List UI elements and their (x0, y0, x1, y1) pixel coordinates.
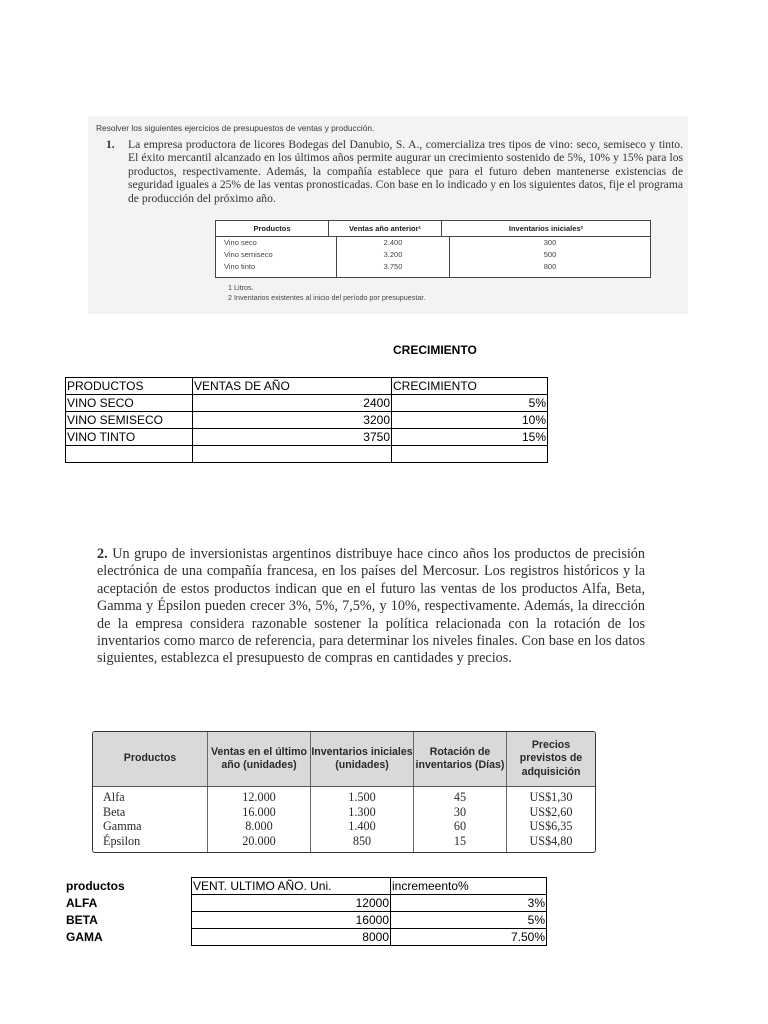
exercise2-text: Un grupo de inversionistas argentinos distribuye hace cinco años los productos de precisión electrónica de una compañía francesa, en los países del Mercosur. Los registros históricos y la aceptación de estos productos indican que en el futuro las ventas de los productos Alfa, Beta, Gamma y Épsilon pueden crecer 3%, 5%, 7,5%, y 10%, respectivamente. Además, la dirección de la empresa considera razonable sostener la política relacionada con la rotación de los inventarios como marco de referencia, para determinar los niveles finales. Con base en los datos siguientes, establezca el presupuesto de compras en cantidades y precios. (97, 546, 645, 667)
header-cell: Ventas año anterior¹ (329, 221, 442, 236)
table-cell: 60 (453, 819, 467, 833)
table-cell[interactable]: 3% (391, 895, 547, 912)
table-cell: 16.000 (242, 804, 276, 819)
header-cell[interactable]: VENTAS DE AÑO (193, 378, 392, 395)
header-cell: Rotación de inventarios (Días) (414, 732, 507, 786)
inventory-column (311, 787, 414, 853)
footnote: 2 Inventarios existentes al inicio del período por presupuestar. (228, 293, 426, 302)
table-cell[interactable]: 2400 (193, 395, 392, 412)
table-cell (216, 273, 337, 277)
table-row (66, 412, 548, 429)
table-cell[interactable] (66, 446, 193, 463)
table-cell: 1.500 (348, 790, 376, 804)
table-row (65, 929, 547, 946)
rotation-column (414, 787, 507, 853)
header-cell[interactable]: productos (66, 879, 125, 893)
header-cell[interactable]: incremeento% (391, 878, 547, 895)
table-cell: 15 (453, 833, 467, 848)
growth-sheet-table (65, 377, 548, 463)
table-cell: 1.300 (348, 804, 376, 819)
wine-data-table (215, 220, 651, 278)
header-cell[interactable]: VENT. ULTIMO AÑO. Uni. (192, 878, 391, 895)
growth-title: CRECIMIENTO (393, 343, 477, 357)
exercise2-number: 2. (97, 546, 108, 562)
table-cell[interactable]: 15% (392, 429, 548, 446)
header-cell[interactable]: CRECIMIENTO (392, 378, 548, 395)
table-cell[interactable]: 8000 (192, 929, 391, 946)
table-cell[interactable]: VINO TINTO (66, 429, 193, 446)
table-row (65, 895, 547, 912)
table-row (66, 429, 548, 446)
table-cell[interactable]: GAMA (66, 930, 103, 944)
table-header (93, 732, 595, 787)
header-cell: Precios previstos de adquisición (519, 738, 583, 778)
exercise1-text: La empresa productora de licores Bodegas del Danubio, S. A., comercializa tres tipos de vino: seco, semiseco y tinto. El éxito mercantil alcanzado en los últimos años permite augurar un crecimiento sostenido de 5%, 10% y 15% para los productos, respectivamente. Además, la compañía establece que para el futuro deben mantenerse existencias de seguridad iguales a 25% de las ventas pronosticadas. Con base en lo indicado y en los siguientes datos, fije el programa de producción del próximo año. (128, 138, 683, 205)
header-cell: Ventas en el último año (unidades) (208, 732, 311, 786)
products-column (93, 787, 208, 853)
table-cell: 3.200 (337, 249, 450, 261)
table-cell: 12.000 (242, 790, 276, 804)
table-cell: US$2,60 (529, 804, 573, 819)
table-cell: Vino semiseco (216, 249, 337, 261)
prices-column (507, 787, 595, 853)
table-cell: US$6,35 (529, 819, 573, 833)
table-cell (450, 273, 650, 277)
table-header-row (65, 878, 547, 895)
table-cell: Gamma (103, 819, 142, 833)
table-row (66, 446, 548, 463)
exercise1-statement (108, 138, 683, 205)
table-row (65, 912, 547, 929)
header-cell[interactable]: PRODUCTOS (66, 378, 193, 395)
header-cell: Productos (216, 221, 329, 236)
header-cell: Inventarios iniciales² (508, 224, 584, 233)
exercise1-number: 1. (106, 138, 115, 151)
table-cell: Vino tinto (216, 261, 337, 273)
table-cell[interactable]: 7.50% (391, 929, 547, 946)
sales-column (208, 787, 311, 853)
table-cell[interactable]: 10% (392, 412, 548, 429)
table-cell[interactable] (193, 446, 392, 463)
table-cell[interactable]: BETA (66, 913, 98, 927)
table-cell[interactable]: 5% (391, 912, 547, 929)
table-cell: Alfa (103, 790, 125, 804)
table-cell: Épsilon (103, 833, 141, 848)
table-cell: 800 (543, 262, 557, 271)
table-cell[interactable]: 3750 (193, 429, 392, 446)
table-cell[interactable]: 16000 (192, 912, 391, 929)
products-data-table (92, 731, 596, 853)
table-cell[interactable]: VINO SEMISECO (66, 412, 193, 429)
table-body (93, 787, 595, 853)
table-row (66, 395, 548, 412)
header-cell: Inventarios iniciales (unidades) (311, 732, 414, 786)
table-cell[interactable]: VINO SECO (66, 395, 193, 412)
table-header (216, 221, 650, 237)
table-cell: 1.400 (348, 819, 376, 833)
increment-sheet-table (65, 877, 547, 946)
table-cell: 8.000 (245, 819, 273, 833)
table-cell[interactable]: ALFA (66, 896, 98, 910)
table-header-row (66, 378, 548, 395)
table-row (216, 249, 650, 261)
exercise2-statement (97, 546, 645, 668)
table-cell[interactable]: 3200 (193, 412, 392, 429)
header-cell: Productos (93, 732, 208, 786)
exercise2-paragraph (97, 546, 645, 668)
table-row (216, 237, 650, 249)
table-cell[interactable] (392, 446, 548, 463)
table-cell[interactable]: 12000 (192, 895, 391, 912)
table-cell: 20.000 (242, 833, 276, 848)
exercise-instructions: Resolver los siguientes ejercicios de presupuestos de ventas y producción. (96, 123, 375, 133)
footnote: 1 Litros. (228, 283, 254, 292)
exercise1-scan (88, 116, 688, 314)
table-cell: 45 (453, 790, 467, 804)
table-cell: 30 (453, 804, 467, 819)
table-cell: 2.400 (337, 237, 450, 249)
table-row (216, 261, 650, 273)
table-row-spacer (216, 273, 650, 277)
table-cell: US$4,80 (529, 833, 573, 848)
table-cell: US$1,30 (529, 790, 573, 804)
table-cell: 850 (352, 833, 372, 848)
table-cell: 300 (543, 238, 557, 247)
table-cell: Vino seco (216, 237, 337, 249)
table-cell: 500 (543, 250, 557, 259)
table-cell: Beta (103, 804, 126, 819)
table-cell (337, 273, 450, 277)
table-cell: 3.750 (337, 261, 450, 273)
table-cell[interactable]: 5% (392, 395, 548, 412)
